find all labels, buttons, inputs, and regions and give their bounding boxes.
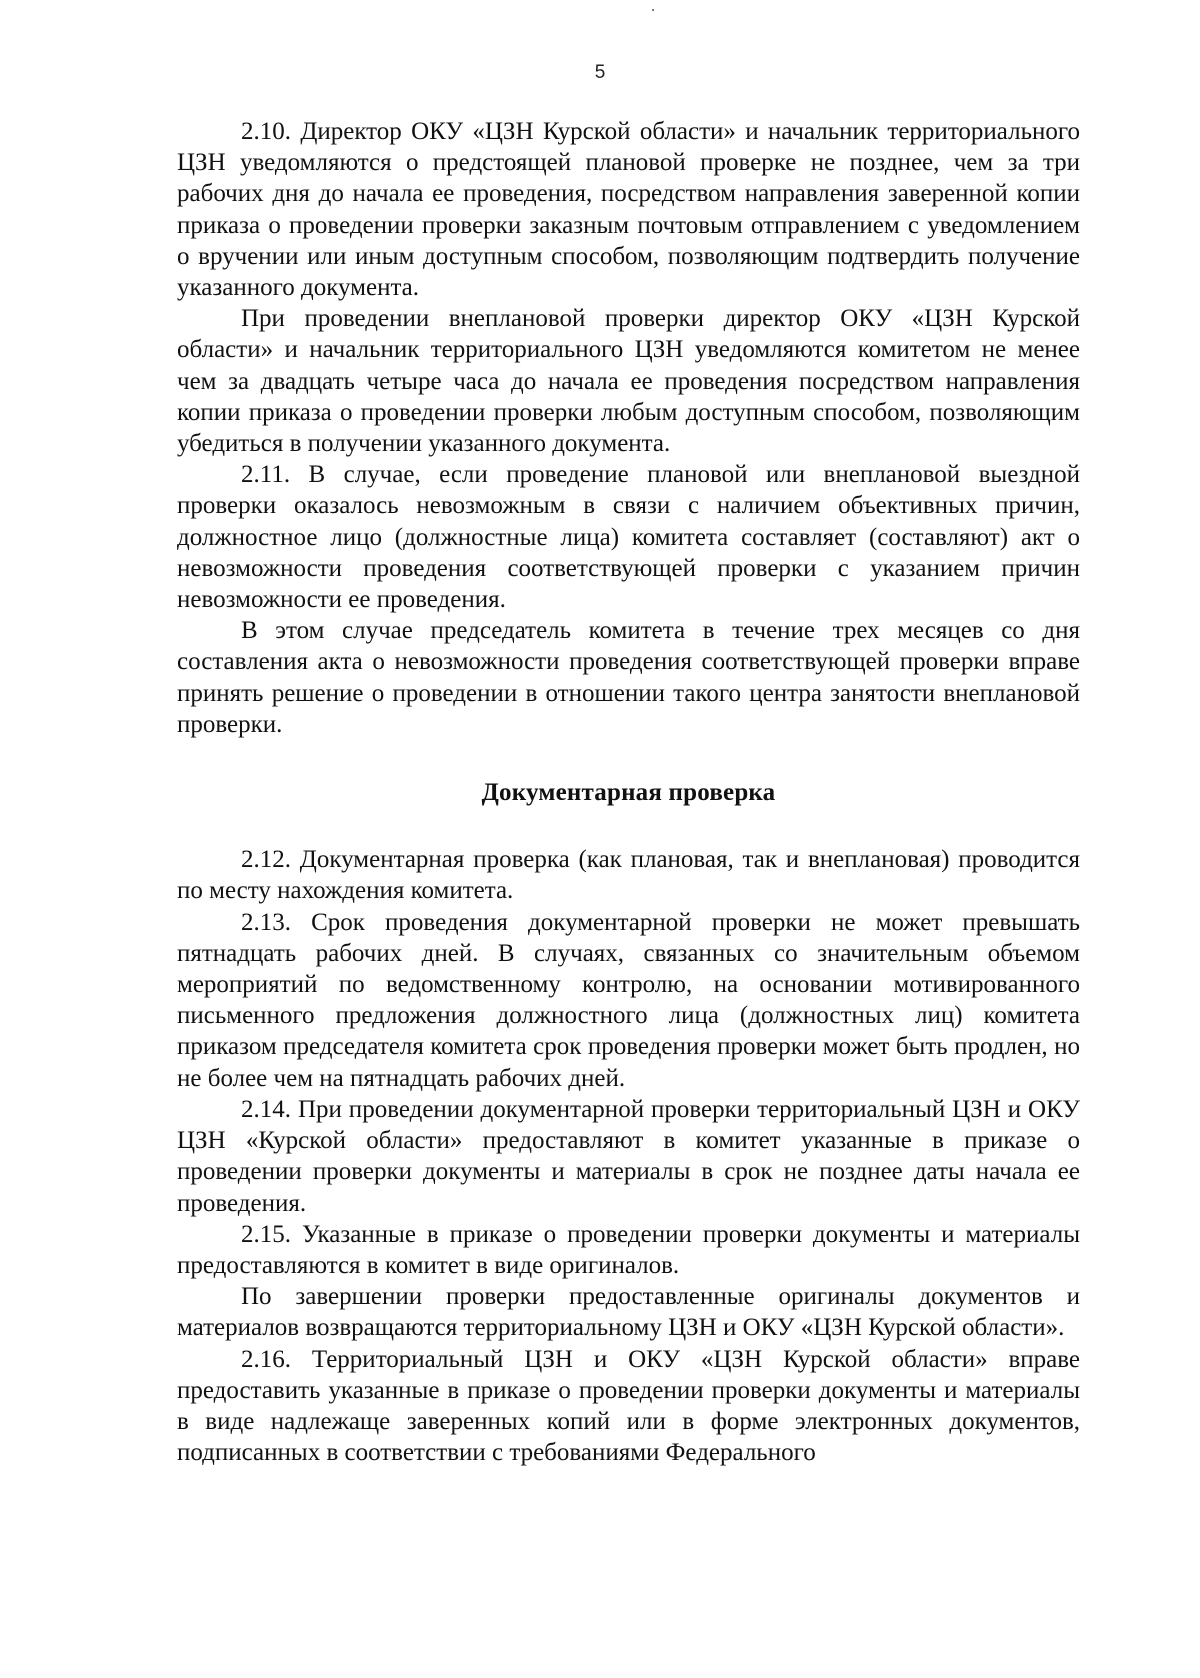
paragraph-2-10: 2.10. Директор ОКУ «ЦЗН Курской области» и начальник территориального ЦЗН уведомляются о предстоящей плановой проверке не позднее, чем за три рабочих дня до начала ее проведения, посредством направления заверенной копии приказа о проведении проверки заказным почтовым отправлением с уведомлением о вручении или иным доступным способом, позволяющим подтвердить получение указанного документа.: [177, 118, 1080, 302]
paragraph-2-11: 2.11. В случае, если проведение плановой или внеплановой выездной проверки оказалось невозможным в связи с наличием объективных причин, должностное лицо (должностные лица) комитета составляет (составляют) акт о невозможности проведения соответствующей проверки с указанием причин невозможности ее проведения.: [177, 461, 1080, 614]
document-body: [177, 116, 1080, 1468]
page-number: 5: [594, 62, 606, 83]
paragraph-2-12: 2.12. Документарная проверка (как плановая, так и внеплановая) проводится по месту нахождения комитета.: [177, 846, 1080, 905]
paragraph-originals-return: По завершении проверки предоставленные оригиналы документов и материалов возвращаются территориальному ЦЗН и ОКУ «ЦЗН Курской области».: [177, 1283, 1080, 1342]
paragraph-2-16: 2.16. Территориальный ЦЗН и ОКУ «ЦЗН Курской области» вправе предоставить указанные в приказе о проведении проверки документы и материалы в виде надлежаще заверенных копий или в форме электронных документов, подписанных в соответствии с требованиями Федерального: [177, 1345, 1080, 1467]
paragraph-2-13: 2.13. Срок проведения документарной проверки не может превышать пятнадцать рабочих дней. В случаях, связанных со значительным объемом мероприятий по ведомственному контролю, на основании мотивированного письменного предложения должностного лица (должностных лиц) комитета приказом председателя комитета срок проведения проверки может быть продлен, но не более чем на пятнадцать рабочих дней.: [177, 908, 1080, 1092]
section-heading: Документарная проверка: [481, 779, 776, 807]
paragraph-2-15: 2.15. Указанные в приказе о проведении проверки документы и материалы предоставляются в комитет в виде оригиналов.: [177, 1220, 1080, 1279]
paragraph-unscheduled-notice: При проведении внеплановой проверки директор ОКУ «ЦЗН Курской области» и начальник территориального ЦЗН уведомляются комитетом не менее чем за двадцать четыре часа до начала ее проведения посредством направления копии приказа о проведении проверки любым доступным способом, позволяющим убедиться в получении указанного документа.: [177, 305, 1080, 458]
paragraph-chairman-decision: В этом случае председатель комитета в течение трех месяцев со дня составления акта о невозможности проведения соответствующей проверки вправе принять решение о проведении в отношении такого центра занятости внеплановой проверки.: [177, 617, 1080, 738]
paragraph-2-14: 2.14. При проведении документарной проверки территориальный ЦЗН и ОКУ ЦЗН «Курской области» предоставляют в комитет указанные в приказе о проведении проверки документы и материалы в срок не позднее даты начала ее проведения.: [177, 1095, 1080, 1217]
scan-artifact: [652, 9, 654, 11]
